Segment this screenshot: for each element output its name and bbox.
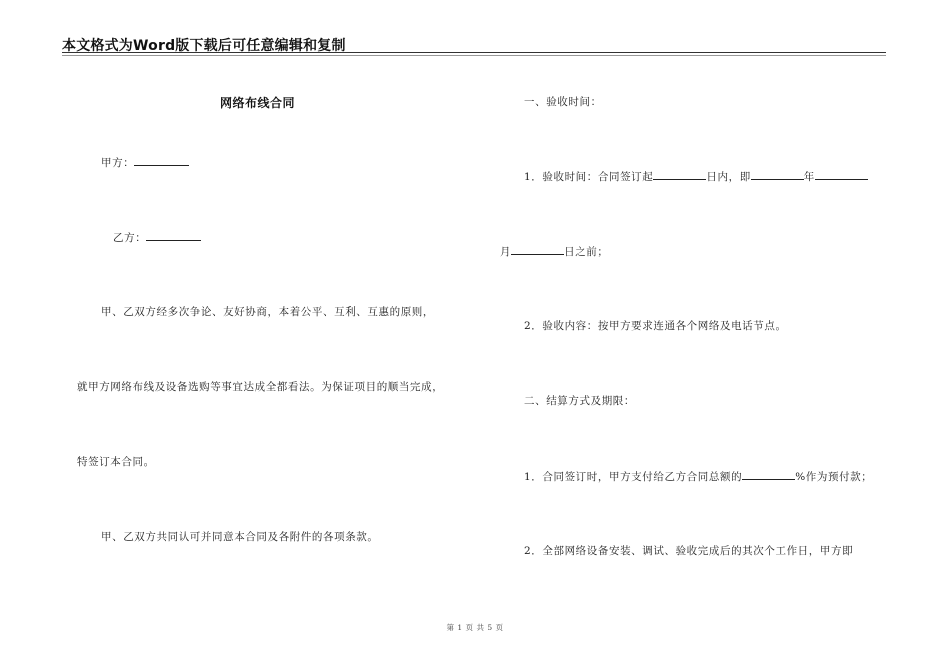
paragraph-4: 甲、乙双方共同认可并同意本合同及各附件的各项条款。 — [101, 531, 379, 543]
section-1-heading: 一、验收时间： — [524, 96, 602, 108]
year-blank-prefix — [751, 168, 804, 180]
acceptance-time-line — [524, 168, 868, 184]
days-blank — [653, 168, 706, 180]
acceptance-content: 2．验收内容：按甲方要求连通各个网络及电话节点。 — [524, 320, 787, 332]
party-b-line — [113, 229, 201, 245]
party-a-blank — [134, 154, 189, 166]
section-2-heading: 二、结算方式及期限： — [524, 395, 635, 407]
header-rule-thin — [62, 55, 886, 56]
party-a-line — [101, 154, 189, 170]
acceptance-time-text-b: 日内，即 — [706, 171, 751, 183]
document-header: 本文格式为Word版下载后可任意编辑和复制 — [62, 38, 346, 54]
payment-line-1 — [524, 468, 872, 484]
month-blank-prefix — [815, 168, 868, 180]
payment-text-a: 1．合同签订时，甲方支付给乙方合同总额的 — [524, 471, 743, 483]
party-a-label: 甲方： — [101, 157, 135, 169]
day-blank — [511, 243, 564, 255]
paragraph-2: 就甲方网络布线及设备选购等事宜达成全都看法。为保证项目的顺当完成， — [77, 381, 444, 393]
paragraph-3: 特签订本合同。 — [77, 456, 155, 468]
paragraph-1: 甲、乙双方经多次争论、友好协商，本着公平、互利、互惠的原则， — [101, 306, 434, 318]
party-b-label: 乙方： — [113, 232, 147, 244]
acceptance-time-text-a: 1．验收时间：合同签订起 — [524, 171, 654, 183]
acceptance-date-text-b: 日之前； — [564, 246, 609, 258]
payment-line-2: 2．全部网络设备安装、调试、验收完成后的其次个工作日，甲方即 — [524, 545, 854, 557]
acceptance-time-text-c: 年 — [803, 171, 815, 183]
payment-text-b: %作为预付款； — [795, 471, 873, 483]
party-b-blank — [146, 229, 201, 241]
acceptance-date-text-a: 月 — [500, 246, 512, 258]
acceptance-date-line — [500, 243, 609, 259]
contract-title: 网络布线合同 — [220, 96, 296, 110]
header-rule — [62, 52, 886, 53]
percent-blank — [742, 468, 795, 480]
page-footer: 第 1 页 共 5 页 — [446, 623, 504, 632]
